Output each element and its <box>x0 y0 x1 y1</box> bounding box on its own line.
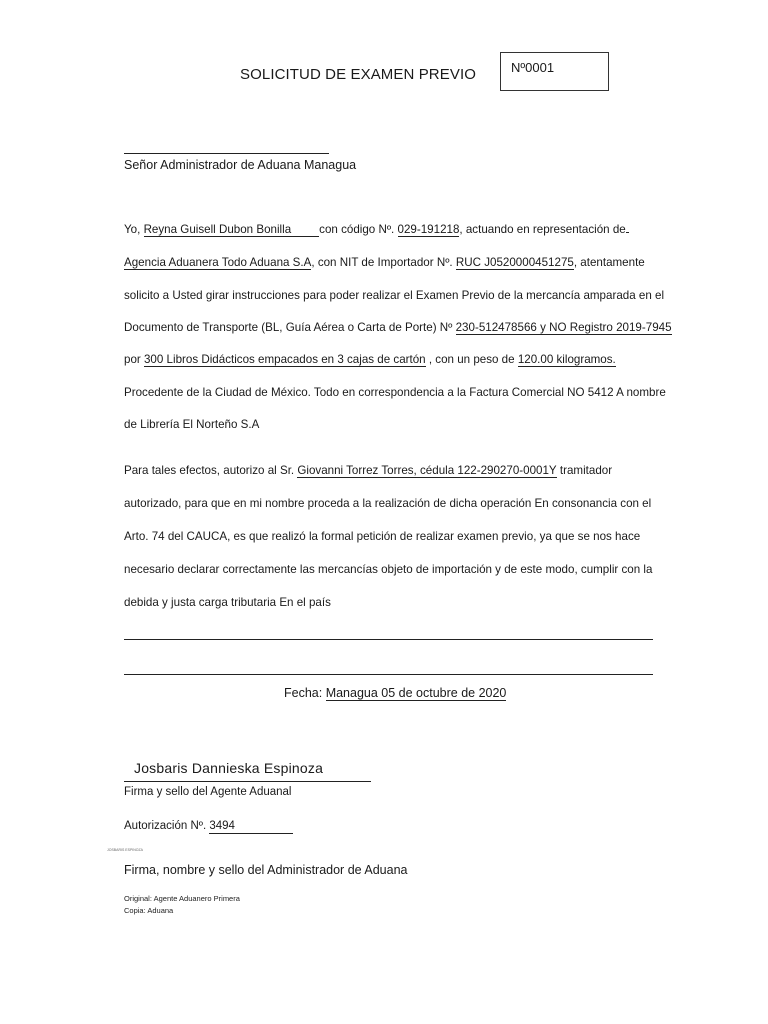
goods-description: 300 Libros Didácticos empacados en 3 cajas de cartón <box>143 353 426 366</box>
paragraph-line-10: Arto. 74 del CAUCA, es que realizó la formal petición de realizar examen previo, ya que se nos hace <box>124 530 641 543</box>
signature-line <box>124 781 371 782</box>
paragraph-line-7: de Librería El Norteño S.A <box>124 418 260 431</box>
recipient: Señor Administrador de Aduana Managua <box>124 158 357 172</box>
paragraph-line-6: Procedente de la Ciudad de México. Todo en correspondencia a la Factura Comercial NO 5412 A nombre <box>124 386 666 399</box>
recipient-underline <box>124 153 329 154</box>
paragraph-line-4: Documento de Transporte (BL, Guía Aérea o Carta de Porte) Nº 230-512478566 y NO Registro 2019-7945 <box>124 321 672 334</box>
agency-name: Agencia Aduanera Todo Aduana S.A <box>124 256 312 269</box>
paragraph-line-3: solicito a Usted girar instrucciones para poder realizar el Examen Previo de la mercancía amparada en el <box>124 289 665 302</box>
applicant-code: 029-191218 <box>397 223 460 236</box>
agent-signature: Josbaris Dannieska Espinoza <box>134 760 324 776</box>
paragraph-line-9: autorizado, para que en mi nombre proceda a la realización de dicha operación En consonancia con el <box>124 497 652 510</box>
paragraph-line-8: Para tales efectos, autorizo al Sr. Giovanni Torrez Torres, cédula 122-290270-0001Y tramitador <box>124 464 613 477</box>
paragraph-line-11: necesario declarar correctamente las mercancías objeto de importación y de este modo, cumplir con la <box>124 563 653 576</box>
blank-line-1 <box>124 639 653 640</box>
stamp-text: JOSBARIS ESPINOZA <box>107 848 143 852</box>
date-value: Managua 05 de octubre de 2020 <box>325 686 507 700</box>
date-line: Fecha: Managua 05 de octubre de 2020 <box>284 686 507 700</box>
transport-document: 230-512478566 y NO Registro 2019-7945 <box>455 321 672 334</box>
authorization-line: Autorización Nº. 3494 <box>124 820 293 834</box>
paragraph-line-1: Yo, Reyna Guisell Dubon Bonilla con código Nº. 029-191218, actuando en representación de <box>124 223 629 237</box>
agent-signature-caption: Firma y sello del Agente Aduanal <box>124 786 292 798</box>
document-number: Nº0001 <box>511 60 555 75</box>
document-number-box <box>500 52 609 91</box>
paragraph-line-2: Agencia Aduanera Todo Aduana S.A, con NIT de Importador Nº. RUC J0520000451275, atentamente <box>124 256 645 269</box>
copy-aduana: Copia: Aduana <box>124 906 174 915</box>
document-title: SOLICITUD DE EXAMEN PREVIO <box>240 66 476 83</box>
blank-line-2 <box>124 674 653 675</box>
copy-original: Original: Agente Aduanero Primera <box>124 894 240 903</box>
paragraph-line-12: debida y justa carga tributaria En el país <box>124 596 331 609</box>
ruc-number: RUC J0520000451275 <box>455 256 574 269</box>
authorization-number: 3494 <box>209 820 293 834</box>
applicant-name: Reyna Guisell Dubon Bonilla <box>144 223 320 237</box>
admin-signature-caption: Firma, nombre y sello del Administrador de Aduana <box>124 863 408 877</box>
goods-weight: 120.00 kilogramos. <box>517 353 616 366</box>
paragraph-line-5: por 300 Libros Didácticos empacados en 3 cajas de cartón , con un peso de 120.00 kilogramos. <box>124 353 616 366</box>
authorized-person: Giovanni Torrez Torres, cédula 122-290270-0001Y <box>297 464 557 477</box>
